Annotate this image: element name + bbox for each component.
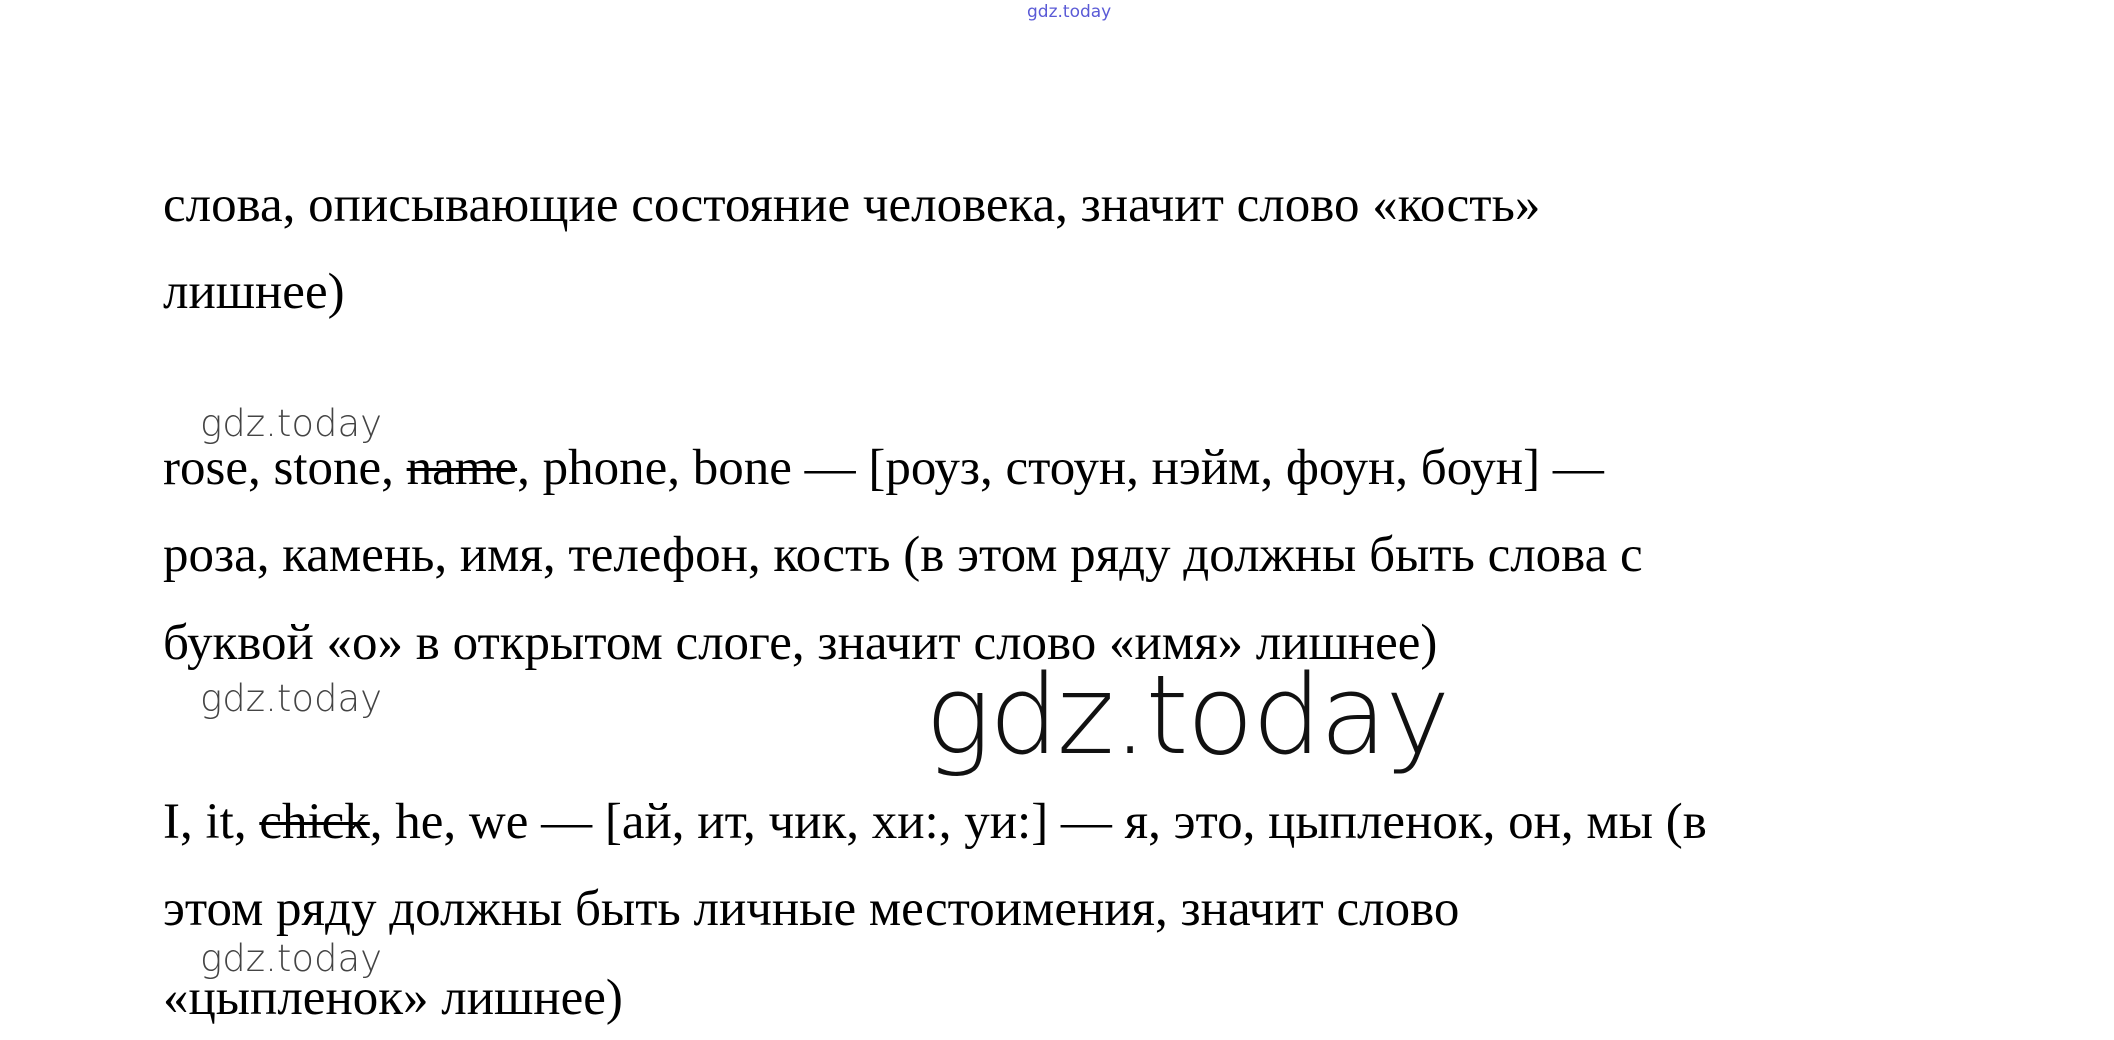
header-watermark: gdz.today [1027, 2, 1112, 22]
paragraph2-line2: роза, камень, имя, телефон, кость (в этом ряду должны быть слова с [163, 527, 1643, 583]
watermark-large: gdz.today [925, 651, 1449, 779]
struck-word-chick: chick [259, 794, 370, 850]
paragraph3-line1-start: I, it, [163, 794, 260, 850]
paragraph1-line2: лишнее) [163, 264, 345, 320]
watermark-small: gdz.today [200, 937, 383, 980]
paragraph3-line1-end: , he, we — [ай, ит, чик, хи:, уи:] — я, это, цыпленок, он, мы (в [369, 794, 1707, 850]
paragraph1-line1: слова, описывающие состояние человека, значит слово «кость» [163, 177, 1541, 233]
paragraph2-line3: буквой «о» в открытом слоге, значит слово «имя» лишнее) [163, 615, 1438, 671]
paragraph2-line1-end: , phone, bone — [роуз, стоун, нэйм, фоун, боун] — [517, 440, 1604, 496]
paragraph2-line1-start: rose, stone, [163, 440, 407, 496]
paragraph2-line1 [163, 440, 1604, 496]
watermark-small: gdz.today [200, 677, 383, 720]
paragraph3-line2: этом ряду должны быть личные местоимения, значит слово [163, 881, 1460, 937]
paragraph3-line1 [163, 794, 1707, 850]
watermark-small: gdz.today [200, 402, 383, 445]
paragraph3-line3: «цыпленок» лишнее) [163, 970, 623, 1026]
struck-word-name: name [406, 440, 518, 496]
